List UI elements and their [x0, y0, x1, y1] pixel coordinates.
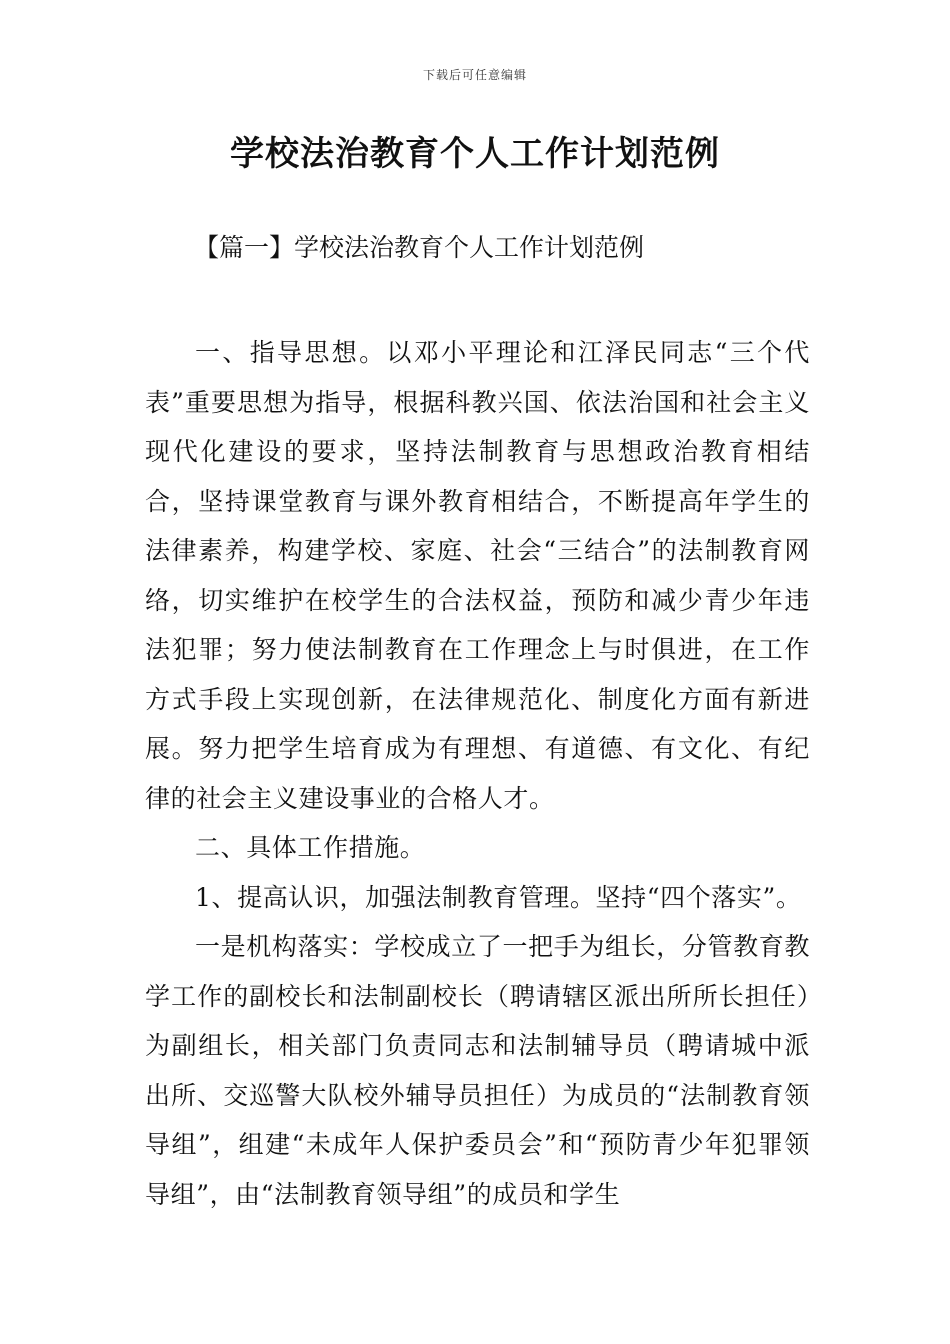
paragraph-organization: 一是机构落实：学校成立了一把手为组长，分管教育教学工作的副校长和法制副校长（聘请辖区派出所所长担任）为副组长，相关部门负责同志和法制辅导员（聘请城中派出所、交巡警大队校外辅导员担任）为成员的“法制教育领导组”，组建“未成年人保护委员会”和“预防青少年犯罪领导组”，由“法制教育领导组”的成员和学生 — [145, 932, 810, 1209]
paragraph-measure-1: 1、提高认识，加强法制教育管理。坚持“四个落实”。 — [195, 882, 802, 912]
body-text — [145, 328, 810, 1219]
document-title: 学校法治教育个人工作计划范例 — [230, 134, 720, 174]
paragraph-work-measures-heading: 二、具体工作措施。 — [195, 833, 426, 862]
paragraph-guiding-ideology: 一、指导思想。以邓小平理论和江泽民同志“三个代表”重要思想为指导，根据科教兴国、依法治国和社会主义现代化建设的要求，坚持法制教育与思想政治教育相结合，坚持课堂教育与课外教育相结合，不断提高年学生的法律素养，构建学校、家庭、社会“三结合”的法制教育网络，切实维护在校学生的合法权益，预防和减少青少年违法犯罪；努力使法制教育在工作理念上与时俱进，在工作方式手段上实现创新，在法律规范化、制度化方面有新进展。努力把学生培育成为有理想、有道德、有文化、有纪律的社会主义建设事业的合格人才。 — [145, 338, 810, 813]
section-heading: 【篇一】学校法治教育个人工作计划范例 — [194, 233, 645, 262]
header-note: 下载后可任意编辑 — [422, 68, 527, 82]
